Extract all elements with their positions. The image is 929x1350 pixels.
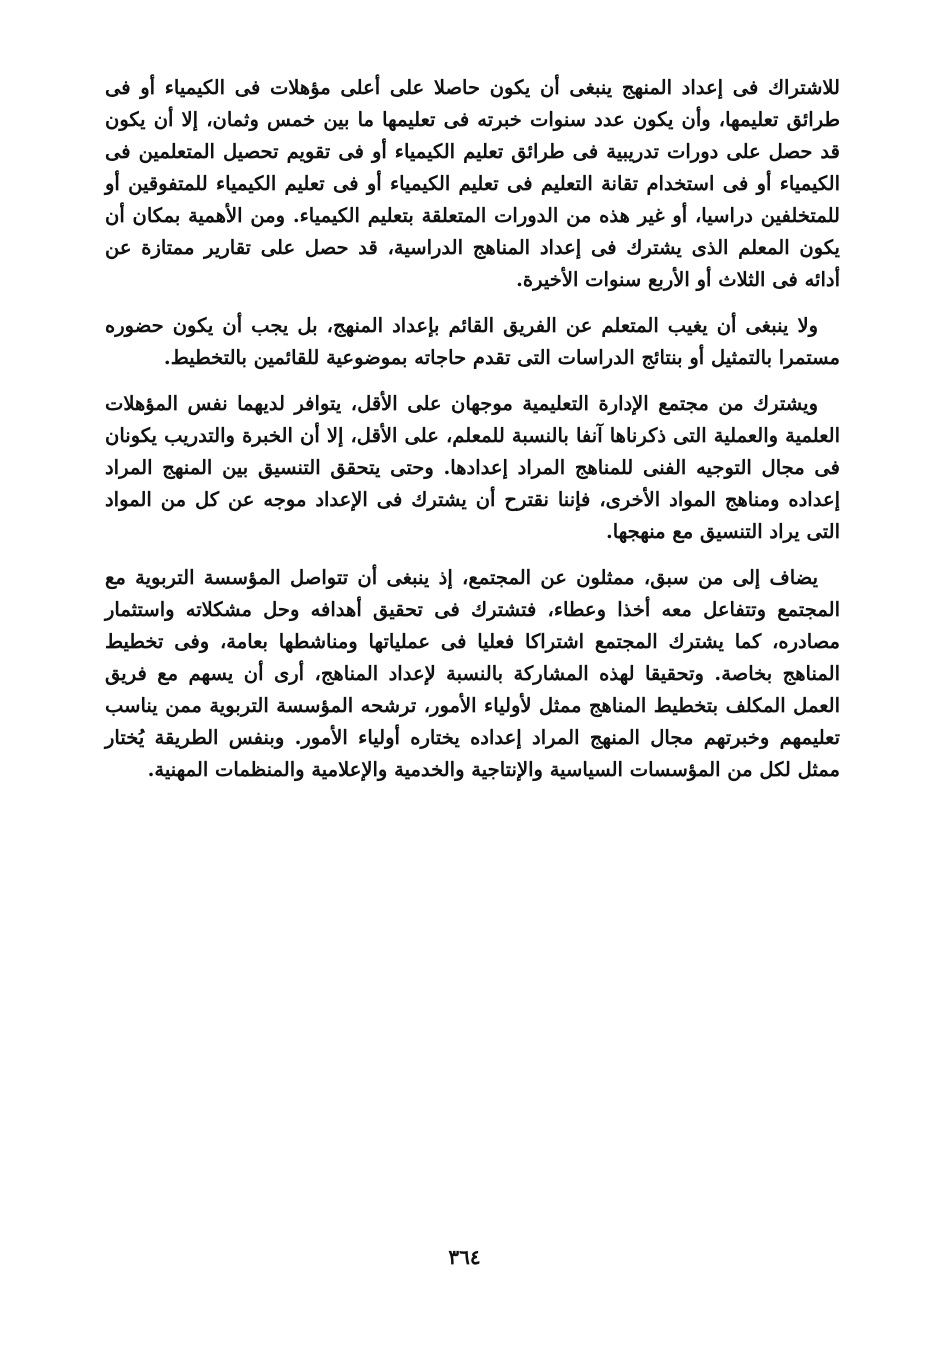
body-text bbox=[105, 72, 840, 800]
paragraph-2: ولا ينبغى أن يغيب المتعلم عن الفريق القائم بإعداد المنهج، بل يجب أن يكون حضوره مستمرا بالتمثيل أو بنتائج الدراسات التى تقدم حاجاته بموضوعية للقائمين بالتخطيط. bbox=[105, 314, 840, 369]
page-number: ٣٦٤ bbox=[448, 1245, 481, 1269]
paragraph-1: للاشتراك فى إعداد المنهج ينبغى أن يكون حاصلا على أعلى مؤهلات فى الكيمياء أو فى طرائق تعليمها، وأن يكون عدد سنوات خبرته فى تعليمها ما بين خمس وثمان، إلا أن يكون قد حصل على دورات تدريبية فى طرائق تعليم الكيمياء أو فى تقويم تحصيل المتعلمين فى الكيمياء أو فى استخدام تقانة التعليم فى تعليم الكيمياء أو فى تعليم الكيمياء للمتفوقين أو للمتخلفين دراسيا، أو غير هذه من الدورات المتعلقة بتعليم الكيمياء. ومن الأهمية بمكان أن يكون المعلم الذى يشترك فى إعداد المناهج الدراسية، قد حصل على تقارير ممتازة عن أدائه فى الثلاث أو الأربع سنوات الأخيرة. bbox=[105, 76, 840, 291]
paragraph-4: يضاف إلى من سبق، ممثلون عن المجتمع، إذ ينبغى أن تتواصل المؤسسة التربوية مع المجتمع وتتفاعل معه أخذا وعطاء، فتشترك فى تحقيق أهدافه وحل مشكلاته واستثمار مصادره، كما يشترك المجتمع اشتراكا فعليا فى عملياتها ومناشطها بعامة، وفى تخطيط المناهج بخاصة. وتحقيقا لهذه المشاركة بالنسبة لإعداد المناهج، أرى أن يسهم مع فريق العمل المكلف بتخطيط المناهج ممثل لأولياء الأمور، ترشحه المؤسسة التربوية ممن يناسب تعليمهم وخبرتهم مجال المنهج المراد إعداده يختاره أولياء الأمور. وبنفس الطريقة يُختار ممثل لكل من المؤسسات السياسية والإنتاجية والخدمية والإعلامية والمنظمات المهنية. bbox=[105, 566, 840, 781]
paragraph-3: ويشترك من مجتمع الإدارة التعليمية موجهان على الأقل، يتوافر لديهما نفس المؤهلات العلمية والعملية التى ذكرناها آنفا بالنسبة للمعلم، على الأقل، إلا أن الخبرة والتدريب يكونان فى مجال التوجيه الفنى للمناهج المراد إعدادها. وحتى يتحقق التنسيق بين المنهج المراد إعداده ومناهج المواد الأخرى، فإننا نقترح أن يشترك فى الإعداد موجه عن كل من المواد التى يراد التنسيق مع منهجها. bbox=[105, 392, 840, 543]
